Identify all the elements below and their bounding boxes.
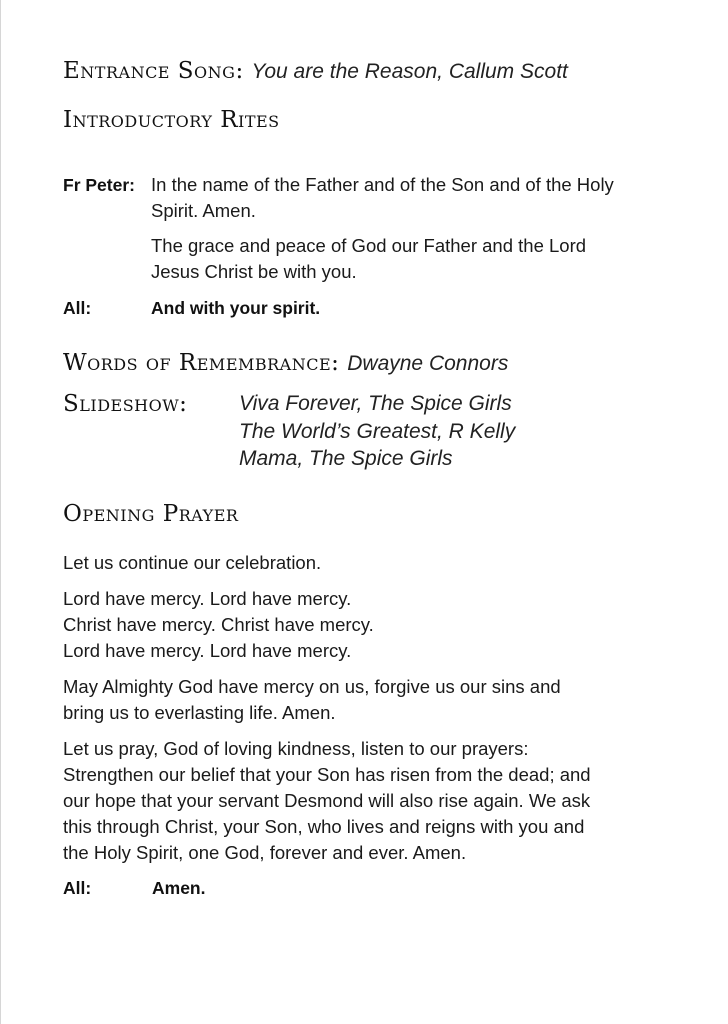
speaker-all: All: — [63, 298, 92, 318]
entrance-song-heading — [63, 58, 568, 84]
absolution-line-1: May Almighty God have mercy on us, forgive us our sins and — [63, 676, 561, 697]
speaker-all-final: All: — [63, 878, 92, 898]
speaker-fr-peter: Fr Peter: — [63, 175, 135, 195]
collect-line-4: this through Christ, your Son, who lives and reigns with you and — [63, 816, 585, 837]
all-final-response: Amen. — [152, 878, 206, 898]
opening-prayer-intro: Let us continue our celebration. — [63, 552, 322, 573]
all-response: And with your spirit. — [151, 298, 321, 318]
introductory-rites-heading: Introductory Rites — [63, 107, 280, 133]
slideshow-song-1: Viva Forever, The Spice Girls — [239, 392, 512, 415]
priest-blessing-line-2: Jesus Christ be with you. — [151, 261, 357, 282]
slideshow-label: Slideshow: — [63, 391, 188, 417]
kyrie-line-3: Lord have mercy. Lord have mercy. — [63, 640, 352, 661]
words-of-remembrance-speaker: Dwayne Connors — [347, 352, 509, 375]
words-of-remembrance-heading — [63, 350, 508, 376]
kyrie-line-2: Christ have mercy. Christ have mercy. — [63, 614, 374, 635]
priest-blessing-line-1: The grace and peace of God our Father and the Lord — [151, 235, 587, 256]
words-of-remembrance-label: Words of Remembrance: — [63, 350, 340, 376]
kyrie-line-1: Lord have mercy. Lord have mercy. — [63, 588, 352, 609]
priest-greeting-line-2: Spirit. Amen. — [151, 200, 256, 221]
collect-line-1: Let us pray, God of loving kindness, listen to our prayers: — [63, 738, 529, 759]
entrance-song-label: Entrance Song: — [63, 58, 244, 84]
collect-line-2: Strengthen our belief that your Son has risen from the dead; and — [63, 764, 591, 785]
priest-greeting-line-1: In the name of the Father and of the Son and of the Holy — [151, 174, 614, 195]
collect-line-5: the Holy Spirit, one God, forever and ever. Amen. — [63, 842, 467, 863]
entrance-song-title: You are the Reason, Callum Scott — [251, 60, 568, 83]
absolution-line-2: bring us to everlasting life. Amen. — [63, 702, 336, 723]
collect-line-3: our hope that your servant Desmond will also rise again. We ask — [63, 790, 591, 811]
slideshow-song-2: The World’s Greatest, R Kelly — [239, 420, 516, 443]
opening-prayer-heading: Opening Prayer — [63, 501, 239, 527]
slideshow-song-3: Mama, The Spice Girls — [239, 447, 453, 470]
